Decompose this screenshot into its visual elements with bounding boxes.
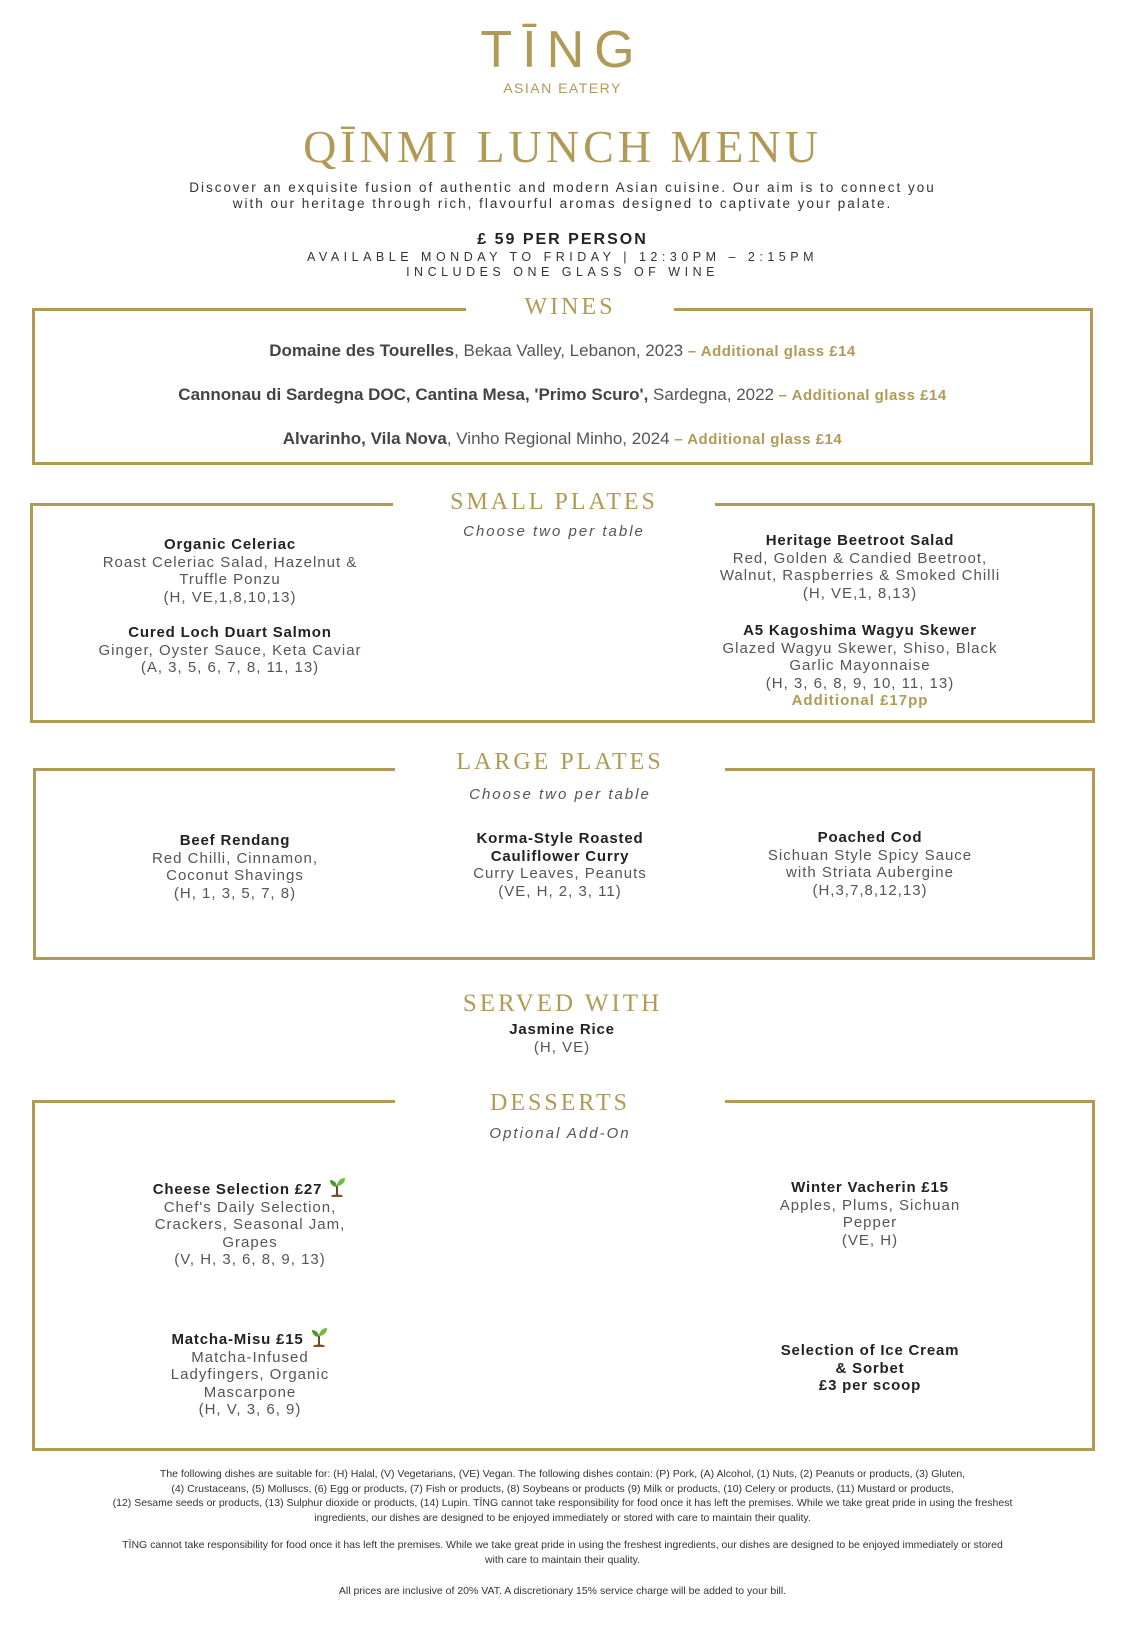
dish-description: Truffle Ponzu — [179, 571, 281, 588]
wine-additional-price: – Additional glass £14 — [774, 387, 947, 404]
large-plates-subtitle: Choose two per table — [469, 786, 651, 803]
desserts-title: DESSERTS — [395, 1090, 725, 1117]
sprout-icon — [327, 1177, 347, 1197]
dish-description: Apples, Plums, Sichuan — [779, 1196, 961, 1214]
dish-allergens: (VE, H) — [841, 1231, 899, 1249]
dish-description: Coconut Shavings — [166, 867, 304, 884]
dish-price: £3 per scoop — [818, 1377, 922, 1394]
dish-description: Chef's Daily Selection, — [163, 1198, 337, 1216]
dish-allergens: (H, 1, 3, 5, 7, 8) — [173, 884, 297, 902]
vat-notice: All prices are inclusive of 20% VAT. A discretionary 15% service charge will be added to your bill. — [338, 1585, 787, 1597]
wine-name: Cannonau di Sardegna DOC, Cantina Mesa, 'Primo Scuro', — [178, 385, 649, 404]
dish-description: Sichuan Style Spicy Sauce — [767, 846, 973, 864]
dish-allergens: (VE, H, 2, 3, 11) — [498, 882, 622, 900]
dish-description: Pepper — [842, 1214, 898, 1231]
dish-wagyu-skewer — [690, 622, 1030, 710]
wine-detail: Sardegna, 2022 — [648, 385, 775, 404]
price-per-person: £ 59 PER PERSON — [477, 231, 648, 248]
wine-detail: , Vinho Regional Minho, 2024 — [446, 429, 670, 448]
intro-text — [0, 180, 1125, 212]
dish-description: Glazed Wagyu Skewer, Shiso, Black — [722, 639, 998, 657]
dish-allergens: (H, VE,1, 8,13) — [802, 584, 918, 602]
dish-description: Walnut, Raspberries & Smoked Chilli — [719, 567, 1001, 584]
allergen-notice — [60, 1467, 1065, 1525]
dish-description: Matcha-Infused — [191, 1348, 309, 1366]
dessert-ice-cream — [730, 1342, 1010, 1395]
logo — [0, 22, 1125, 96]
wine-item — [35, 385, 1090, 405]
dish-description: Grapes — [222, 1233, 278, 1251]
dish-allergens: (H, VE,1,8,10,13) — [163, 588, 297, 606]
dish-additional-price: Additional £17pp — [791, 692, 929, 709]
served-with-item — [412, 1021, 712, 1056]
dish-description: Red Chilli, Cinnamon, — [151, 849, 319, 867]
wine-name: Alvarinho, Vila Nova — [282, 429, 447, 448]
dessert-winter-vacherin — [730, 1179, 1010, 1249]
dish-poached-cod — [730, 829, 1010, 899]
footer-line: with care to maintain their quality. — [484, 1553, 641, 1566]
dish-organic-celeriac — [80, 536, 380, 606]
wine-detail: , Bekaa Valley, Lebanon, 2023 — [454, 341, 684, 360]
dish-description: Red, Golden & Candied Beetroot, — [732, 549, 988, 567]
small-plates-title: SMALL PLATES — [393, 489, 715, 516]
footer-line: TĪNG cannot take responsibility for food once it has left the premises. While we take great pride in using the freshest ingredients, our dishes are designed to be enjoyed immediately or stored — [122, 1539, 1003, 1551]
intro-line: with our heritage through rich, flavourful aromas designed to captivate your palate. — [232, 196, 893, 211]
dish-heritage-beetroot — [690, 532, 1030, 602]
footer-line: (4) Crustaceans, (5) Molluscs, (6) Egg or products, (7) Fish or products, (8) Soybeans or products (9) Milk or products, (10) Celery or products, (11) Mustard or products, — [171, 1482, 954, 1495]
desserts-subtitle: Optional Add-On — [489, 1125, 631, 1142]
dish-name: Matcha-Misu £15 — [171, 1331, 304, 1348]
dish-name: Selection of Ice Cream — [780, 1342, 960, 1359]
footer-line: (12) Sesame seeds or products, (13) Sulphur dioxide or products, (14) Lupin. TĪNG cannot take responsibility for food once it has left the premises. While we take great pride in using the freshest — [112, 1497, 1013, 1509]
includes-wine: INCLUDES ONE GLASS OF WINE — [406, 265, 719, 279]
dish-description: Curry Leaves, Peanuts — [473, 865, 647, 882]
dish-allergens: (H, V, 3, 6, 9) — [198, 1401, 302, 1418]
responsibility-notice — [60, 1538, 1065, 1567]
wines-title: WINES — [466, 294, 674, 321]
availability: AVAILABLE MONDAY TO FRIDAY | 12:30PM – 2:15PM — [307, 250, 818, 264]
wine-additional-price: – Additional glass £14 — [669, 431, 843, 448]
dish-allergens: (A, 3, 5, 6, 7, 8, 11, 13) — [140, 659, 320, 676]
dish-description: Mascarpone — [203, 1383, 297, 1401]
dish-description: Roast Celeriac Salad, Hazelnut & — [102, 553, 358, 571]
dish-name: Cheese Selection £27 — [152, 1181, 323, 1198]
dish-description: Ginger, Oyster Sauce, Keta Caviar — [98, 641, 362, 659]
dish-name: Winter Vacherin £15 — [791, 1179, 949, 1196]
dish-name: Cured Loch Duart Salmon — [128, 624, 332, 641]
large-plates-title: LARGE PLATES — [395, 749, 725, 776]
menu-title: QĪNMI LUNCH MENU — [303, 121, 822, 172]
wine-item — [35, 341, 1090, 361]
dish-name: A5 Kagoshima Wagyu Skewer — [743, 622, 977, 639]
dish-description: Ladyfingers, Organic — [170, 1366, 330, 1383]
dessert-cheese-selection — [110, 1177, 390, 1269]
dish-description: Garlic Mayonnaise — [789, 657, 931, 674]
dish-name: Poached Cod — [817, 829, 923, 846]
dish-name: Jasmine Rice — [509, 1021, 615, 1038]
wine-item — [35, 429, 1090, 449]
wine-additional-price: – Additional glass £14 — [683, 343, 856, 360]
dish-cured-salmon — [80, 624, 380, 677]
availability-block — [0, 250, 1125, 280]
dish-allergens: (H,3,7,8,12,13) — [812, 881, 928, 899]
dish-name: Korma-Style Roasted — [476, 830, 644, 847]
dish-name: Organic Celeriac — [163, 536, 297, 553]
dish-description: with Striata Aubergine — [786, 864, 954, 881]
dessert-matcha-misu — [110, 1327, 390, 1419]
sprout-icon — [309, 1327, 329, 1347]
dish-description: Crackers, Seasonal Jam, — [154, 1216, 346, 1233]
dish-name: & Sorbet — [835, 1359, 905, 1377]
brand-subtitle: ASIAN EATERY — [503, 80, 622, 96]
small-plates-subtitle: Choose two per table — [463, 523, 645, 540]
intro-line: Discover an exquisite fusion of authentic and modern Asian cuisine. Our aim is to connect you — [189, 180, 936, 195]
footer-line: ingredients, our dishes are designed to be enjoyed immediately or stored with care to maintain their quality. — [314, 1511, 811, 1524]
dish-name: Beef Rendang — [179, 832, 291, 849]
brand-name: TĪNG — [480, 21, 645, 79]
wine-name: Domaine des Tourelles — [269, 341, 455, 360]
dish-allergens: (H, 3, 6, 8, 9, 10, 11, 13) — [765, 674, 955, 692]
dish-beef-rendang — [95, 832, 375, 902]
dish-cauliflower-curry — [420, 830, 700, 900]
served-with-title: SERVED WITH — [462, 990, 663, 1017]
dish-name: Cauliflower Curry — [490, 847, 630, 865]
footer-line: The following dishes are suitable for: (H) Halal, (V) Vegetarians, (VE) Vegan. The following dishes contain: (P) Pork, (A) Alcohol, (1) Nuts, (2) Peanuts or products, (3) Gluten, — [159, 1468, 966, 1480]
dish-name: Heritage Beetroot Salad — [765, 532, 955, 549]
dish-allergens: (V, H, 3, 6, 8, 9, 13) — [174, 1251, 326, 1268]
dish-allergens: (H, VE) — [533, 1038, 591, 1056]
